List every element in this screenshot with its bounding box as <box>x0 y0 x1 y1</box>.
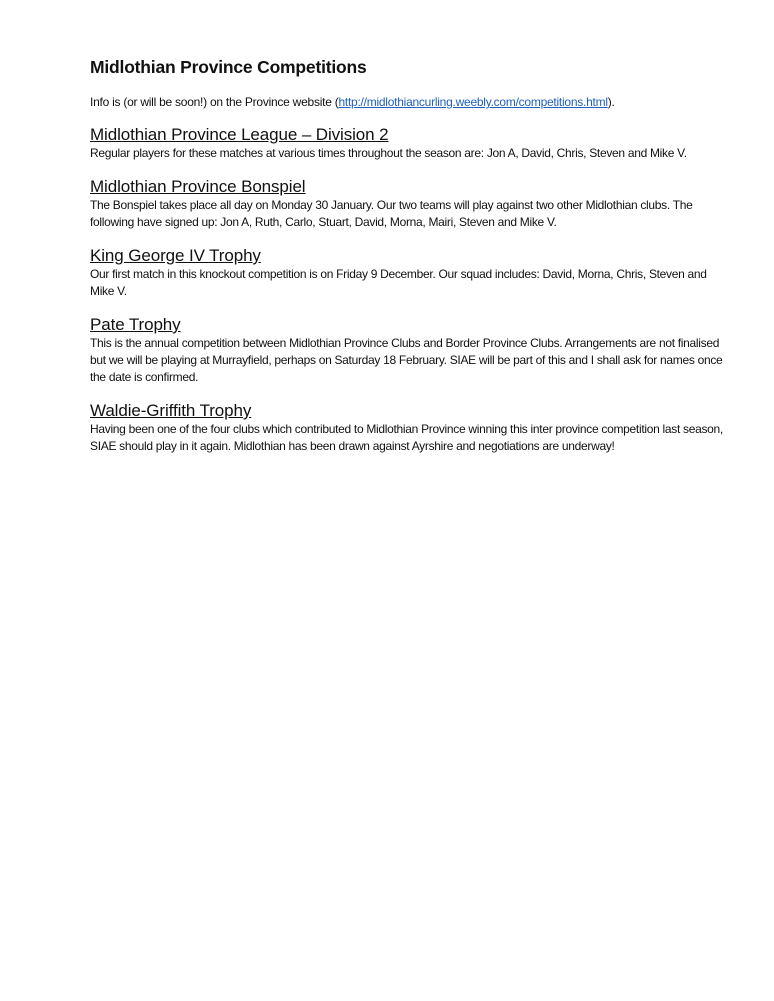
section-body: Regular players for these matches at various times throughout the season are: Jon A, David, Chris, Steven and Mike V. <box>90 146 687 160</box>
section-pate-trophy <box>90 314 730 386</box>
section-bonspiel <box>90 176 730 231</box>
section-league <box>90 124 730 162</box>
section-waldie-griffith <box>90 400 730 455</box>
intro-paragraph <box>90 94 730 110</box>
section-body: Having been one of the four clubs which contributed to Midlothian Province winning this inter province competition last season, SIAE should play in it again. Midlothian has been drawn against Ayrshire and negotiations are underway! <box>90 422 723 453</box>
section-body: The Bonspiel takes place all day on Monday 30 January. Our two teams will play against two other Midlothian clubs. The following have signed up: Jon A, Ruth, Carlo, Stuart, David, Morna, Mairi, Steven and Mike V. <box>90 198 693 229</box>
section-body: Our first match in this knockout competition is on Friday 9 December. Our squad includes: David, Morna, Chris, Steven and Mike V. <box>90 267 707 298</box>
intro-suffix: ). <box>607 95 615 109</box>
section-heading: Midlothian Province League – Division 2 <box>90 125 389 144</box>
section-heading: Midlothian Province Bonspiel <box>90 177 306 196</box>
document-page <box>90 56 730 469</box>
section-heading: Waldie-Griffith Trophy <box>90 401 252 420</box>
section-body: This is the annual competition between Midlothian Province Clubs and Border Province Clubs. Arrangements are not finalised but we will be playing at Murrayfield, perhaps on Saturday 18 February. SIAE will be part of this and I shall ask for names once the date is confirmed. <box>90 336 723 384</box>
document-title: Midlothian Province Competitions <box>90 57 367 77</box>
section-heading: King George IV Trophy <box>90 246 261 265</box>
section-king-george <box>90 245 730 300</box>
section-heading: Pate Trophy <box>90 315 181 334</box>
intro-prefix: Info is (or will be soon!) on the Province website ( <box>90 95 339 109</box>
competitions-link[interactable]: http://midlothiancurling.weebly.com/competitions.html <box>338 95 608 109</box>
